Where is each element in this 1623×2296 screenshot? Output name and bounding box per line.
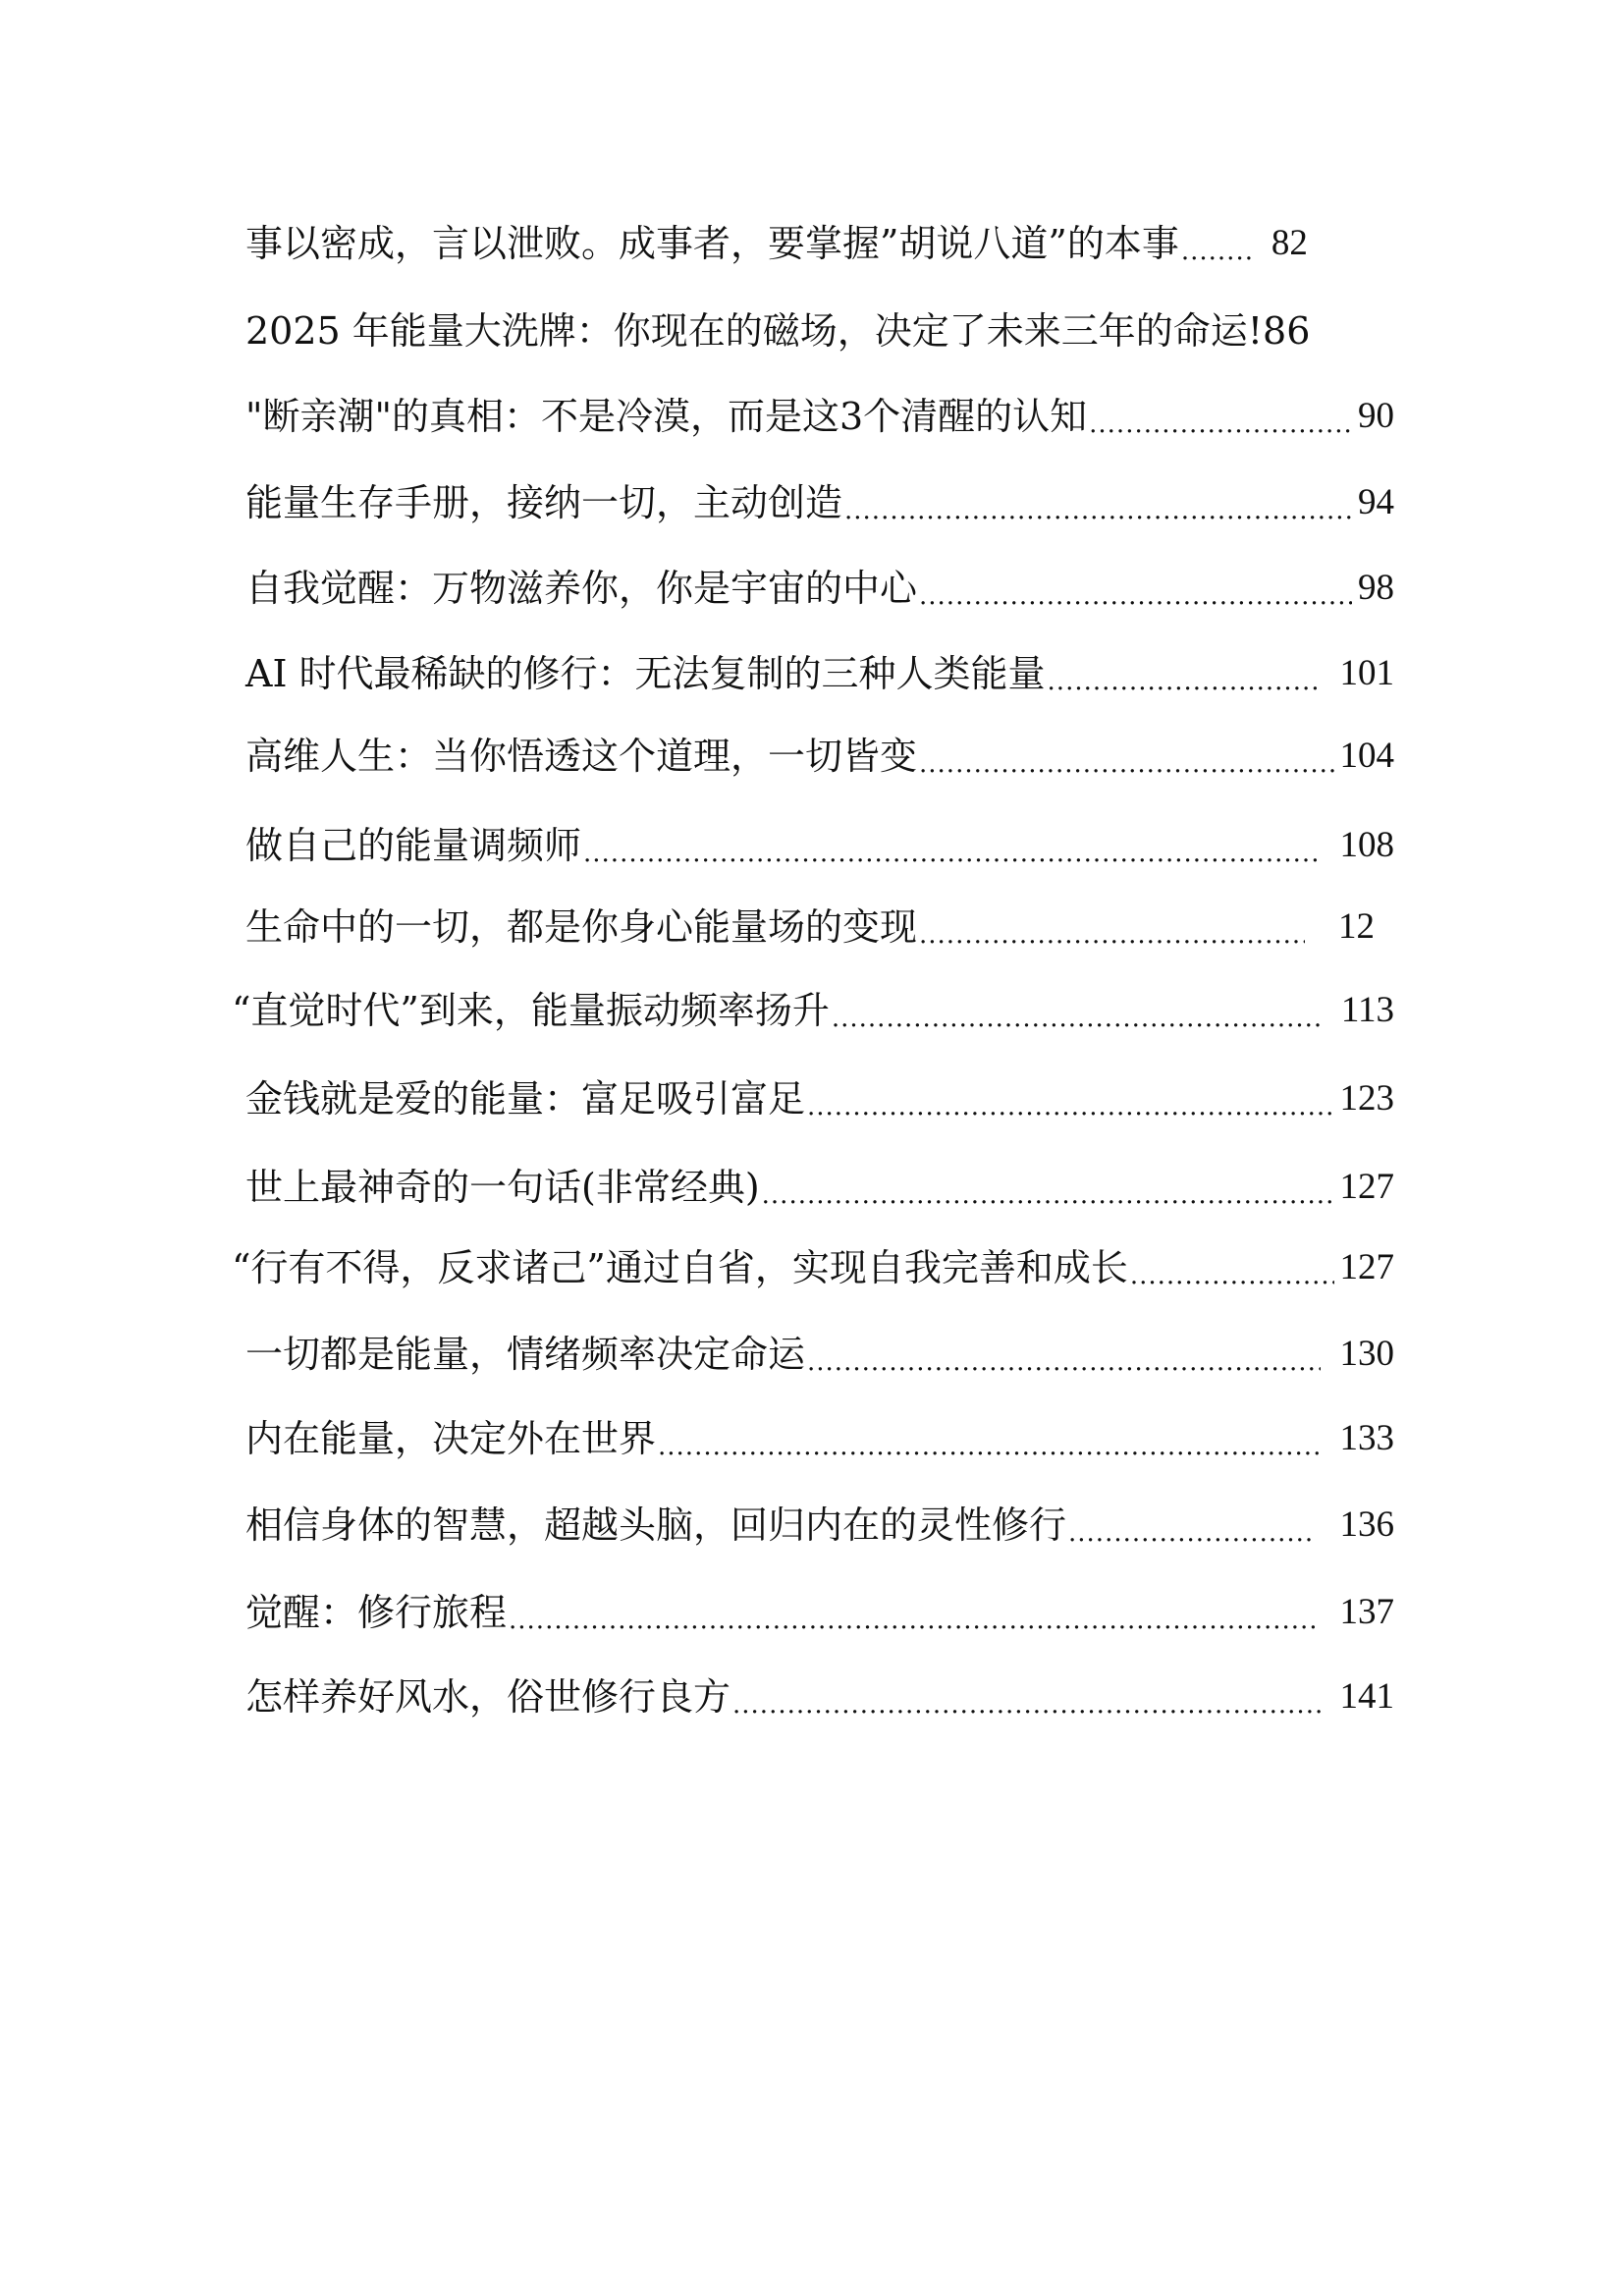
toc-entry-page: 133 [1339,1418,1394,1458]
toc-entry-title: AI 时代最稀缺的修行：无法复制的三种人类能量 [245,652,1046,695]
toc-dot-leader [581,811,1320,880]
toc-dot-leader [805,1320,1320,1389]
toc-dot-leader [805,1065,1333,1133]
toc-entry[interactable] [245,1320,1394,1389]
toc-entry-page: 127 [1339,1247,1394,1287]
toc-entry-title: 高维人生：当你悟透这个道理，一切皆变 [245,735,918,778]
toc-entry-title: “直觉时代”到来，能量振动频率扬升 [232,989,830,1032]
toc-dot-leader [1179,209,1252,278]
toc-dot-leader [1128,1233,1334,1302]
toc-entry-page: 113 [1340,990,1394,1030]
toc-entry-title: 内在能量，决定外在世界 [245,1417,657,1460]
toc-entry-title: 金钱就是爱的能量：富足吸引富足 [245,1077,806,1121]
toc-entry-page: 104 [1339,736,1394,776]
toc-entry-page: 98 [1358,568,1394,608]
toc-dot-leader [842,468,1352,537]
toc-entry-title: 觉醒：修行旅程 [245,1591,508,1634]
toc-entry-page: 130 [1339,1334,1394,1374]
toc-entry-page: 127 [1339,1167,1394,1207]
toc-entry[interactable] [232,976,1394,1045]
toc-dot-leader [730,1663,1320,1731]
toc-dot-leader [507,1578,1320,1647]
toc-entry-page: 94 [1358,482,1394,522]
toc-entry-title: 2025 年能量大洗牌：你现在的磁场，决定了未来三年的命运!86 [245,309,1311,353]
toc-entry-page: 108 [1339,825,1394,865]
toc-entry-title: 做自己的能量调频师 [245,824,582,867]
toc-entry-title: "断亲潮"的真相：不是冷漠，而是这3个清醒的认知 [245,395,1088,438]
toc-entry[interactable] [245,209,1394,278]
toc-entry-page: 82 [1271,223,1308,263]
toc-entry[interactable] [245,1065,1394,1133]
toc-entry-title: 生命中的一切，都是你身心能量场的变现 [245,905,918,949]
toc-entry[interactable] [245,1491,1394,1559]
toc-entry[interactable] [245,639,1394,708]
toc-entry-page: 12 [1338,906,1375,947]
toc-entry-title: 怎样养好风水，俗世修行良方 [245,1675,731,1719]
toc-entry-title: 世上最神奇的一句话(非常经典) [245,1166,760,1209]
toc-dot-leader [656,1404,1320,1473]
toc-dot-leader [830,976,1322,1045]
toc-entry[interactable] [245,1153,1394,1222]
toc-entry[interactable] [245,468,1394,537]
toc-entry-page: 136 [1339,1504,1394,1545]
toc-dot-leader [1046,639,1321,708]
toc-entry-page: 90 [1358,396,1394,436]
toc-entry[interactable] [245,722,1394,791]
toc-entry-title: “行有不得，反求诸己”通过自省，实现自我完善和成长 [232,1246,1128,1289]
toc-dot-leader [1066,1491,1310,1559]
toc-entry[interactable] [245,811,1394,880]
toc-entry[interactable] [245,382,1394,451]
toc-entry-title: 自我觉醒：万物滋养你，你是宇宙的中心 [245,567,918,610]
toc-entry[interactable] [245,297,1424,365]
toc-dot-leader [1087,382,1352,451]
toc-entry[interactable] [245,1578,1394,1647]
toc-entry[interactable] [245,1663,1394,1731]
toc-entry[interactable] [245,893,1375,961]
toc-entry[interactable] [245,1404,1394,1473]
toc-dot-leader [917,893,1305,961]
toc-entry-page: 137 [1339,1592,1394,1632]
toc-entry-title: 能量生存手册，接纳一切，主动创造 [245,481,843,524]
toc-entry-title: 相信身体的智慧，超越头脑，回归内在的灵性修行 [245,1503,1067,1547]
toc-entry[interactable] [245,554,1394,623]
toc-entry[interactable] [232,1233,1394,1302]
toc-dot-leader [917,554,1352,623]
toc-dot-leader [760,1153,1334,1222]
toc-dot-leader [917,722,1333,791]
toc-entry-page: 123 [1339,1078,1394,1119]
toc-entry-title: 一切都是能量，情绪频率决定命运 [245,1333,806,1376]
toc-entry-title: 事以密成，言以泄败。成事者，要掌握”胡说八道”的本事 [245,222,1179,265]
toc-entry-page: 101 [1339,653,1394,693]
toc-entry-page: 141 [1339,1676,1394,1717]
